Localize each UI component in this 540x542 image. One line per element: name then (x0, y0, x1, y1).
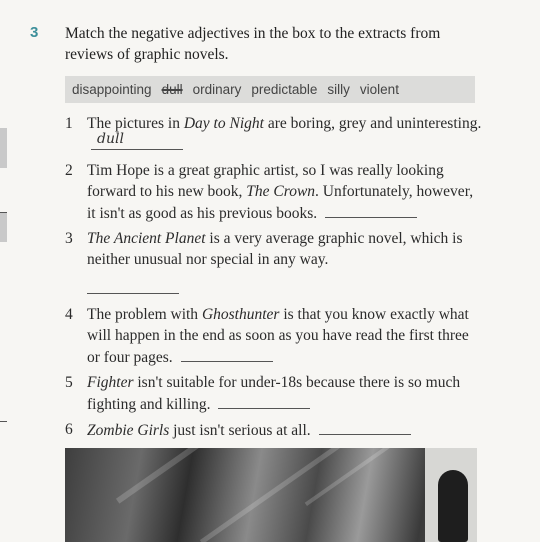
novel-title: Fighter (87, 374, 134, 391)
page-edge-line (0, 212, 7, 213)
exercise-item (65, 419, 485, 441)
exercise-instruction: Match the negative adjectives in the box to the extracts from reviews of graphic novels. (65, 25, 441, 63)
answer-blank[interactable] (91, 131, 183, 150)
graphic-novel-illustration (65, 448, 477, 542)
exercise-items (65, 113, 485, 445)
novel-title: The Crown (246, 183, 316, 200)
item-number: 3 (65, 230, 73, 247)
novel-title: Day to Night (183, 115, 264, 132)
item-text: just isn't serious at all. (169, 422, 315, 439)
hooded-figure-silhouette (438, 470, 468, 542)
exercise-item (65, 113, 485, 156)
item-text: are boring, grey and uninteresting. (263, 115, 482, 132)
page-edge-marker (0, 128, 7, 168)
answer-blank[interactable] (87, 278, 179, 294)
answer-blank[interactable] (218, 393, 310, 409)
item-text: is a very average graphic novel, which is neither unusual nor special in any way. (87, 230, 463, 268)
illustration-streak (200, 448, 350, 542)
item-text: The pictures in (87, 115, 184, 132)
item-number: 6 (65, 421, 73, 438)
illustration-panel (425, 448, 477, 542)
answer-blank[interactable] (325, 202, 417, 218)
item-text: The problem with (87, 306, 202, 323)
page-edge-line (0, 421, 7, 422)
adjective-word-box (65, 76, 475, 103)
word-box-item: disappointing (72, 82, 152, 97)
word-box-item: predictable (251, 82, 318, 97)
item-number: 4 (65, 306, 73, 323)
item-number: 5 (65, 374, 73, 391)
answer-blank[interactable] (181, 346, 273, 362)
answer-blank[interactable] (319, 419, 411, 435)
illustration-streak (116, 448, 234, 504)
novel-title: Zombie Girls (87, 422, 170, 439)
exercise-item (65, 228, 485, 300)
item-number: 1 (65, 115, 73, 132)
item-text: isn't suitable for under-18s because there is so much fighting and killing. (87, 374, 461, 413)
item-number: 2 (65, 162, 73, 179)
word-box-item: silly (327, 82, 350, 97)
novel-title: The Ancient Planet (87, 230, 206, 247)
word-box-item: ordinary (192, 82, 242, 97)
exercise-item (65, 304, 485, 368)
novel-title: Ghosthunter (201, 306, 280, 323)
item-text: . Unfortunately, however, it isn't as good as his previous books. (87, 183, 474, 222)
item-text: Tim Hope is a great graphic artist, so I was really looking forward to his new book, (87, 162, 444, 200)
word-box-item-struck: dull (161, 82, 183, 97)
exercise-item (65, 372, 485, 415)
word-box-item: violent (359, 82, 399, 97)
page-edge-marker (0, 212, 7, 242)
item-text: is that you know exactly what will happen in the end as soon as you have read the first three or four pages. (87, 306, 469, 366)
exercise-number: 3 (30, 24, 39, 41)
handwritten-answer: dull (97, 131, 124, 147)
exercise-item (65, 160, 485, 224)
